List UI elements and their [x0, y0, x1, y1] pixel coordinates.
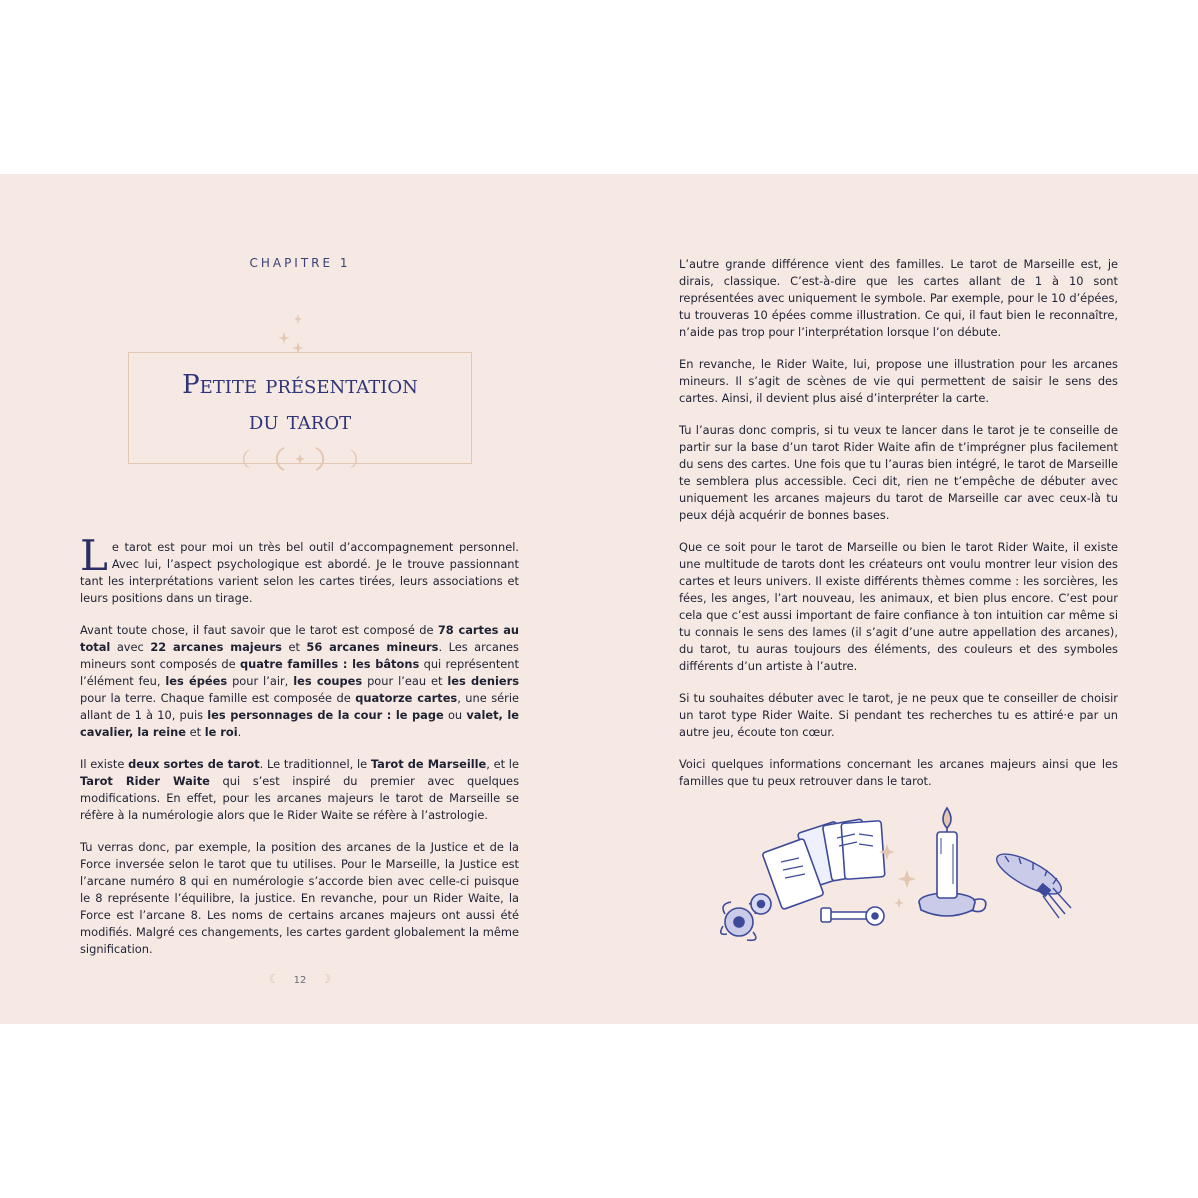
footer-crescent-icon: ☾: [268, 972, 280, 986]
text-run: qui s’est inspiré du premier avec quelques modifications. En effet, pour les arcanes majeurs le tarot de Marseille se réfère à la numérologie alors que le Rider Waite se réfère à l’astrologie.: [80, 774, 519, 822]
tarot-still-life-illustration: [709, 804, 1079, 949]
bold-text-run: les épées: [165, 674, 228, 688]
left-page: [0, 174, 599, 1024]
right-paragraph: Tu l’auras donc compris, si tu veux te lancer dans le tarot je te conseille de partir sur la base d’un tarot Rider Waite afin de t’imprégner plus facilement du sens des cartes. Une fois que tu l’auras bien intégré, le tarot de Marseille te semblera plus accessible. Ceci dit, rien ne t’empêche de débuter avec uniquement les arcanes majeurs du tarot de Marseille car avec ceux-là tu peux déjà acquérir de bonnes bases.: [679, 423, 1118, 522]
text-run: ou: [443, 708, 467, 722]
text-run: Tu verras donc, par exemple, la position des arcanes de la Justice et de la Force inversée selon le tarot que tu utilises. Pour le Marseille, la Justice est l’arcane numéro 8 qui en numérologie s’accorde bien avec celle-ci puisque le 8 représente l’équilibre, la justice. En revanche, pour un Rider Waite, la Force est l’arcane 8. Les noms de certains arcanes majeurs ont aussi été modifiés. Malgré ces changements, les cartes gardent globalement la même signification.: [80, 840, 519, 956]
chapter-title: [128, 367, 472, 439]
bold-text-run: les personnages de la cour : le page: [207, 708, 444, 722]
bold-text-run: 22 arcanes majeurs: [150, 640, 282, 654]
text-run: qui représentent l’élément feu,: [80, 657, 519, 688]
bold-text-run: quatre familles : les bâtons: [239, 657, 420, 671]
bold-text-run: Tarot Rider Waite: [80, 774, 210, 788]
right-body-text: [679, 256, 1118, 805]
text-run: avec: [110, 640, 151, 654]
text-run: Il existe: [80, 757, 129, 771]
drop-cap: L: [80, 531, 108, 580]
text-run: . Les arcanes mineurs sont composés de: [80, 640, 519, 671]
bold-text-run: 78 cartes au total: [80, 623, 519, 654]
chapter-title-line-2: du tarot: [248, 406, 352, 436]
right-paragraph: En revanche, le Rider Waite, lui, propose une illustration pour les arcanes mineurs. Il s’agit de scènes de vie qui permettent de saisir le sens des cartes. Ainsi, il devient plus aisé d’interpréter la carte.: [679, 357, 1118, 405]
flower-icon: [721, 894, 771, 940]
right-paragraph: Si tu souhaites débuter avec le tarot, je ne peux que te conseiller de choisir un tarot type Rider Waite. Si pendant tes recherches tu es attiré·e par un autre jeu, écoute ton cœur.: [679, 691, 1118, 739]
candle-icon: [919, 808, 986, 916]
bold-text-run: 56 arcanes mineurs: [306, 640, 439, 654]
page-footer: [240, 972, 360, 986]
text-run: .: [237, 725, 242, 739]
left-body-text: [80, 531, 520, 973]
book-spread: [0, 174, 1198, 1024]
bold-text-run: Tarot de Marseille: [370, 757, 487, 771]
sparkle-ornament-icon: [270, 310, 310, 358]
text-run: pour la terre. Chaque famille est composée de: [80, 691, 356, 705]
text-run: pour l’eau et: [362, 674, 448, 688]
left-paragraph: [80, 622, 519, 741]
bold-text-run: deux sortes de tarot: [128, 757, 260, 771]
text-run: pour l’air,: [227, 674, 294, 688]
text-run: . Le traditionnel, le: [259, 757, 371, 771]
moon-phases-ornament-icon: [236, 444, 364, 474]
footer-crescent-icon: ☽: [320, 972, 332, 986]
chapter-label: CHAPITRE 1: [249, 256, 351, 270]
bold-text-run: quatorze cartes: [355, 691, 458, 705]
text-run: , et le: [486, 757, 519, 771]
bold-text-run: valet, le cavalier, la reine: [80, 708, 520, 739]
bold-text-run: les deniers: [447, 674, 519, 688]
text-run: e tarot est pour moi un très bel outil d’accompagnement personnel. Avec lui, l’aspect psychologique est abordé. Je le trouve passionnant tant les interprétations varient selon les cartes tirées, leurs associations et leurs positions dans un tirage.: [80, 540, 519, 605]
key-icon: [821, 907, 884, 925]
left-paragraph: [80, 531, 519, 607]
right-paragraph: Voici quelques informations concernant les arcanes majeurs ainsi que les familles que tu peux retrouver dans le tarot.: [679, 757, 1118, 788]
left-paragraph: [80, 756, 519, 824]
text-run: Avant toute chose, il faut savoir que le tarot est composé de: [80, 623, 438, 637]
tarot-cards-icon: [762, 819, 885, 910]
chapter-title-line-1: Petite présentation: [182, 370, 418, 400]
text-run: et: [185, 725, 205, 739]
herb-bundle-icon: [992, 847, 1071, 918]
text-run: , une série allant de 1 à 10, puis: [80, 691, 519, 722]
right-page: [599, 174, 1198, 1024]
bold-text-run: le roi: [204, 725, 238, 739]
right-paragraph: L’autre grande différence vient des familles. Le tarot de Marseille est, je dirais, classique. C’est-à-dire que les cartes allant de 1 à 10 sont représentées avec uniquement le symbole. Par exemple, pour le 10 d’épées, tu trouveras 10 épées comme illustration. Ce qui, il faut bien le reconnaître, n’aide pas trop pour l’interprétation lorsque l’on débute.: [679, 257, 1118, 339]
text-run: et: [281, 640, 307, 654]
left-paragraph: [80, 839, 519, 958]
bold-text-run: les coupes: [293, 674, 363, 688]
page-number: 12: [293, 975, 307, 986]
right-paragraph: Que ce soit pour le tarot de Marseille ou bien le tarot Rider Waite, il existe une multitude de tarots dont les créateurs ont voulu montrer leur vision des cartes et leurs univers. Il existe différents thèmes comme : les sorcières, les fées, les anges, l’art nouveau, les animaux, et bien plus encore. C’est pour cela que c’est aussi important de faire confiance à ton intuition car même si tu connais le sens des lames (il s’agit d’une autre appellation des arcanes), du tarot, tu auras toujours des éléments, des couleurs et des symboles différents d’un artiste à l’autre.: [679, 540, 1118, 673]
